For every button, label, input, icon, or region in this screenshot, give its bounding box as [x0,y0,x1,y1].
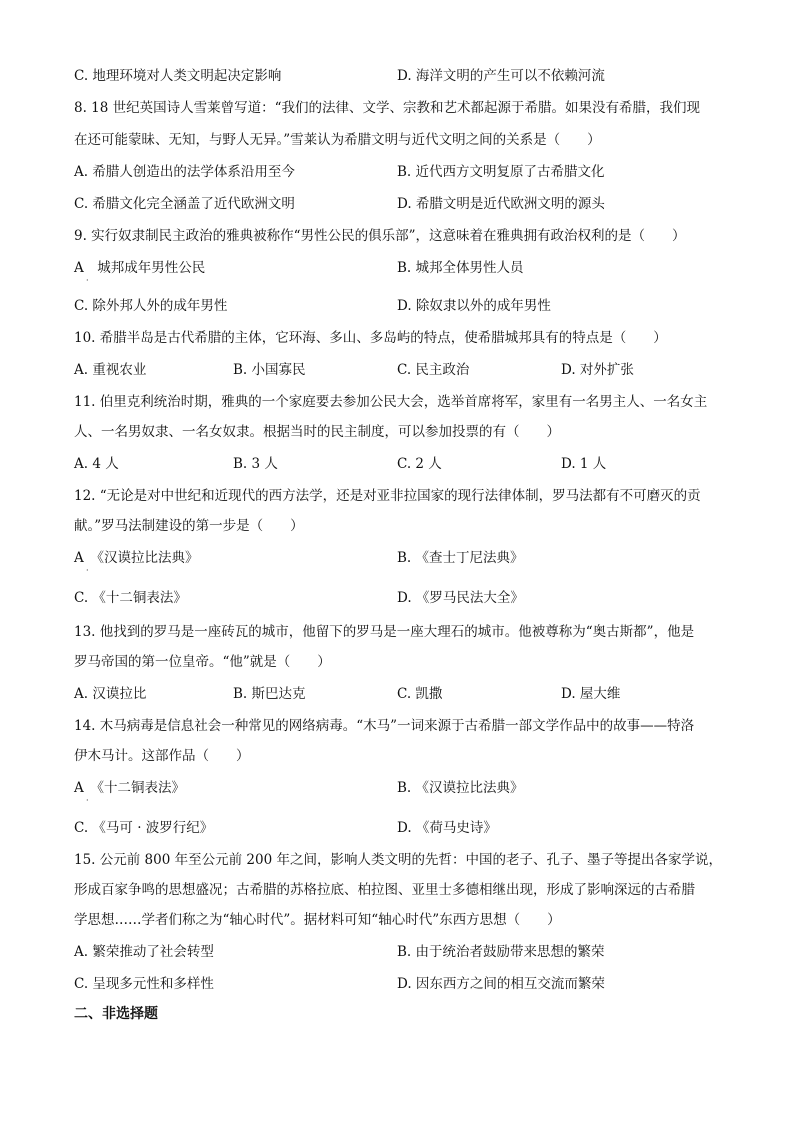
q10-option-a: A. 重视农业 [74,362,147,378]
q7-option-d: D. 海洋文明的产生可以不依赖河流 [397,68,605,84]
q15-stem-line1: 15. 公元前 800 年至公元前 200 年之间，影响人类文明的先哲：中国的老子、孔子、墨子等提出各家学说， [74,852,722,868]
q14-option-c: C. 《马可 · 波罗行纪》 [74,820,214,836]
q14-option-d: D. 《荷马史诗》 [397,820,497,836]
q13-option-c: C. 凯撒 [397,686,443,702]
q13-option-a: A. 汉谟拉比 [74,686,147,702]
q8-option-c: C. 希腊文化完全涵盖了近代欧洲文明 [74,196,295,212]
q12-option-a: A 《汉谟拉比法典》 [74,550,199,566]
q15-option-d: D. 因东西方之间的相互交流而繁荣 [397,976,605,992]
q15-option-c: C. 呈现多元性和多样性 [74,976,214,992]
q10-stem-line1: 10. 希腊半岛是古代希腊的主体，它环海、多山、多岛屿的特点，使希腊城邦具有的特点是（ ） [74,330,667,346]
q12-option-a-dot: · [86,566,89,575]
q12-option-c: C. 《十二铜表法》 [74,590,187,606]
q14-stem-line2: 伊木马计。这部作品（ ） [74,748,250,764]
q9-option-a-dot: · [86,276,89,285]
q13-option-d: D. 屋大维 [561,686,621,702]
q11-stem-line1: 11. 伯里克利统治时期，雅典的一个家庭要去参加公民大会，选举首席将军，家里有一名男主人、一名女主 [74,394,708,410]
q8-option-b: B. 近代西方文明复原了古希腊文化 [397,164,605,180]
q9-stem-line1: 9. 实行奴隶制民主政治的雅典被称作“男性公民的俱乐部”，这意味着在雅典拥有政治权利的是（ ） [74,228,686,244]
q9-option-d: D. 除奴隶以外的成年男性 [397,298,551,314]
section-heading: 二、非选择题 [74,1006,158,1022]
q12-stem-line2: 献。”罗马法制建设的第一步是（ ） [74,518,304,534]
q11-option-c: C. 2 人 [397,456,442,472]
q12-option-d: D. 《罗马民法大全》 [397,590,524,606]
q13-stem-line2: 罗马帝国的第一位皇帝。“他”就是（ ） [74,654,331,670]
q13-option-b: B. 斯巴达克 [233,686,306,702]
q14-option-a-dot: · [86,796,89,805]
q8-stem-line2: 在还可能蒙昧、无知，与野人无异。”雪莱认为希腊文明与近代文明之间的关系是（ ） [74,132,601,148]
q10-option-d: D. 对外扩张 [561,362,634,378]
q11-stem-line2: 人、一名男奴隶、一名女奴隶。根据当时的民主制度，可以参加投票的有（ ） [74,424,560,440]
q14-option-a: A 《十二铜表法》 [74,780,185,796]
q7-option-c: C. 地理环境对人类文明起决定影响 [74,68,282,84]
q8-option-d: D. 希腊文明是近代欧洲文明的源头 [397,196,605,212]
q11-option-b: B. 3 人 [233,456,278,472]
q15-stem-line2: 形成百家争鸣的思想盛况；古希腊的苏格拉底、柏拉图、亚里士多德相继出现，形成了影响深远的古希腊 [74,882,695,898]
q12-option-b: B. 《查士丁尼法典》 [397,550,524,566]
q14-stem-line1: 14. 木马病毒是信息社会一种常见的网络病毒。“木马”一词来源于古希腊一部文学作品中的故事——特洛 [74,718,695,734]
q9-option-a: A 城邦成年男性公民 [74,260,206,276]
q8-option-a: A. 希腊人创造出的法学体系沿用至今 [74,164,295,180]
q10-option-c: C. 民主政治 [397,362,470,378]
q8-stem-line1: 8. 18 世纪英国诗人雪莱曾写道：“我们的法律、文学、宗教和艺术都起源于希腊。如果没有希腊，我们现 [74,100,701,116]
q15-stem-line3: 学思想……学者们称之为“轴心时代”。据材料可知“轴心时代”东西方思想（ ） [74,912,561,928]
q9-option-b: B. 城邦全体男性人员 [397,260,524,276]
q13-stem-line1: 13. 他找到的罗马是一座砖瓦的城市，他留下的罗马是一座大理石的城市。他被尊称为“奥古斯都”，他是 [74,624,695,640]
q9-option-c: C. 除外邦人外的成年男性 [74,298,228,314]
q15-option-a: A. 繁荣推动了社会转型 [74,944,214,960]
q10-option-b: B. 小国寡民 [233,362,306,378]
q11-option-d: D. 1 人 [561,456,607,472]
q12-stem-line1: 12. “无论是对中世纪和近现代的西方法学，还是对亚非拉国家的现行法律体制，罗马法都有不可磨灭的贡 [74,488,701,504]
q15-option-b: B. 由于统治者鼓励带来思想的繁荣 [397,944,605,960]
q14-option-b: B. 《汉谟拉比法典》 [397,780,524,796]
q11-option-a: A. 4 人 [74,456,119,472]
